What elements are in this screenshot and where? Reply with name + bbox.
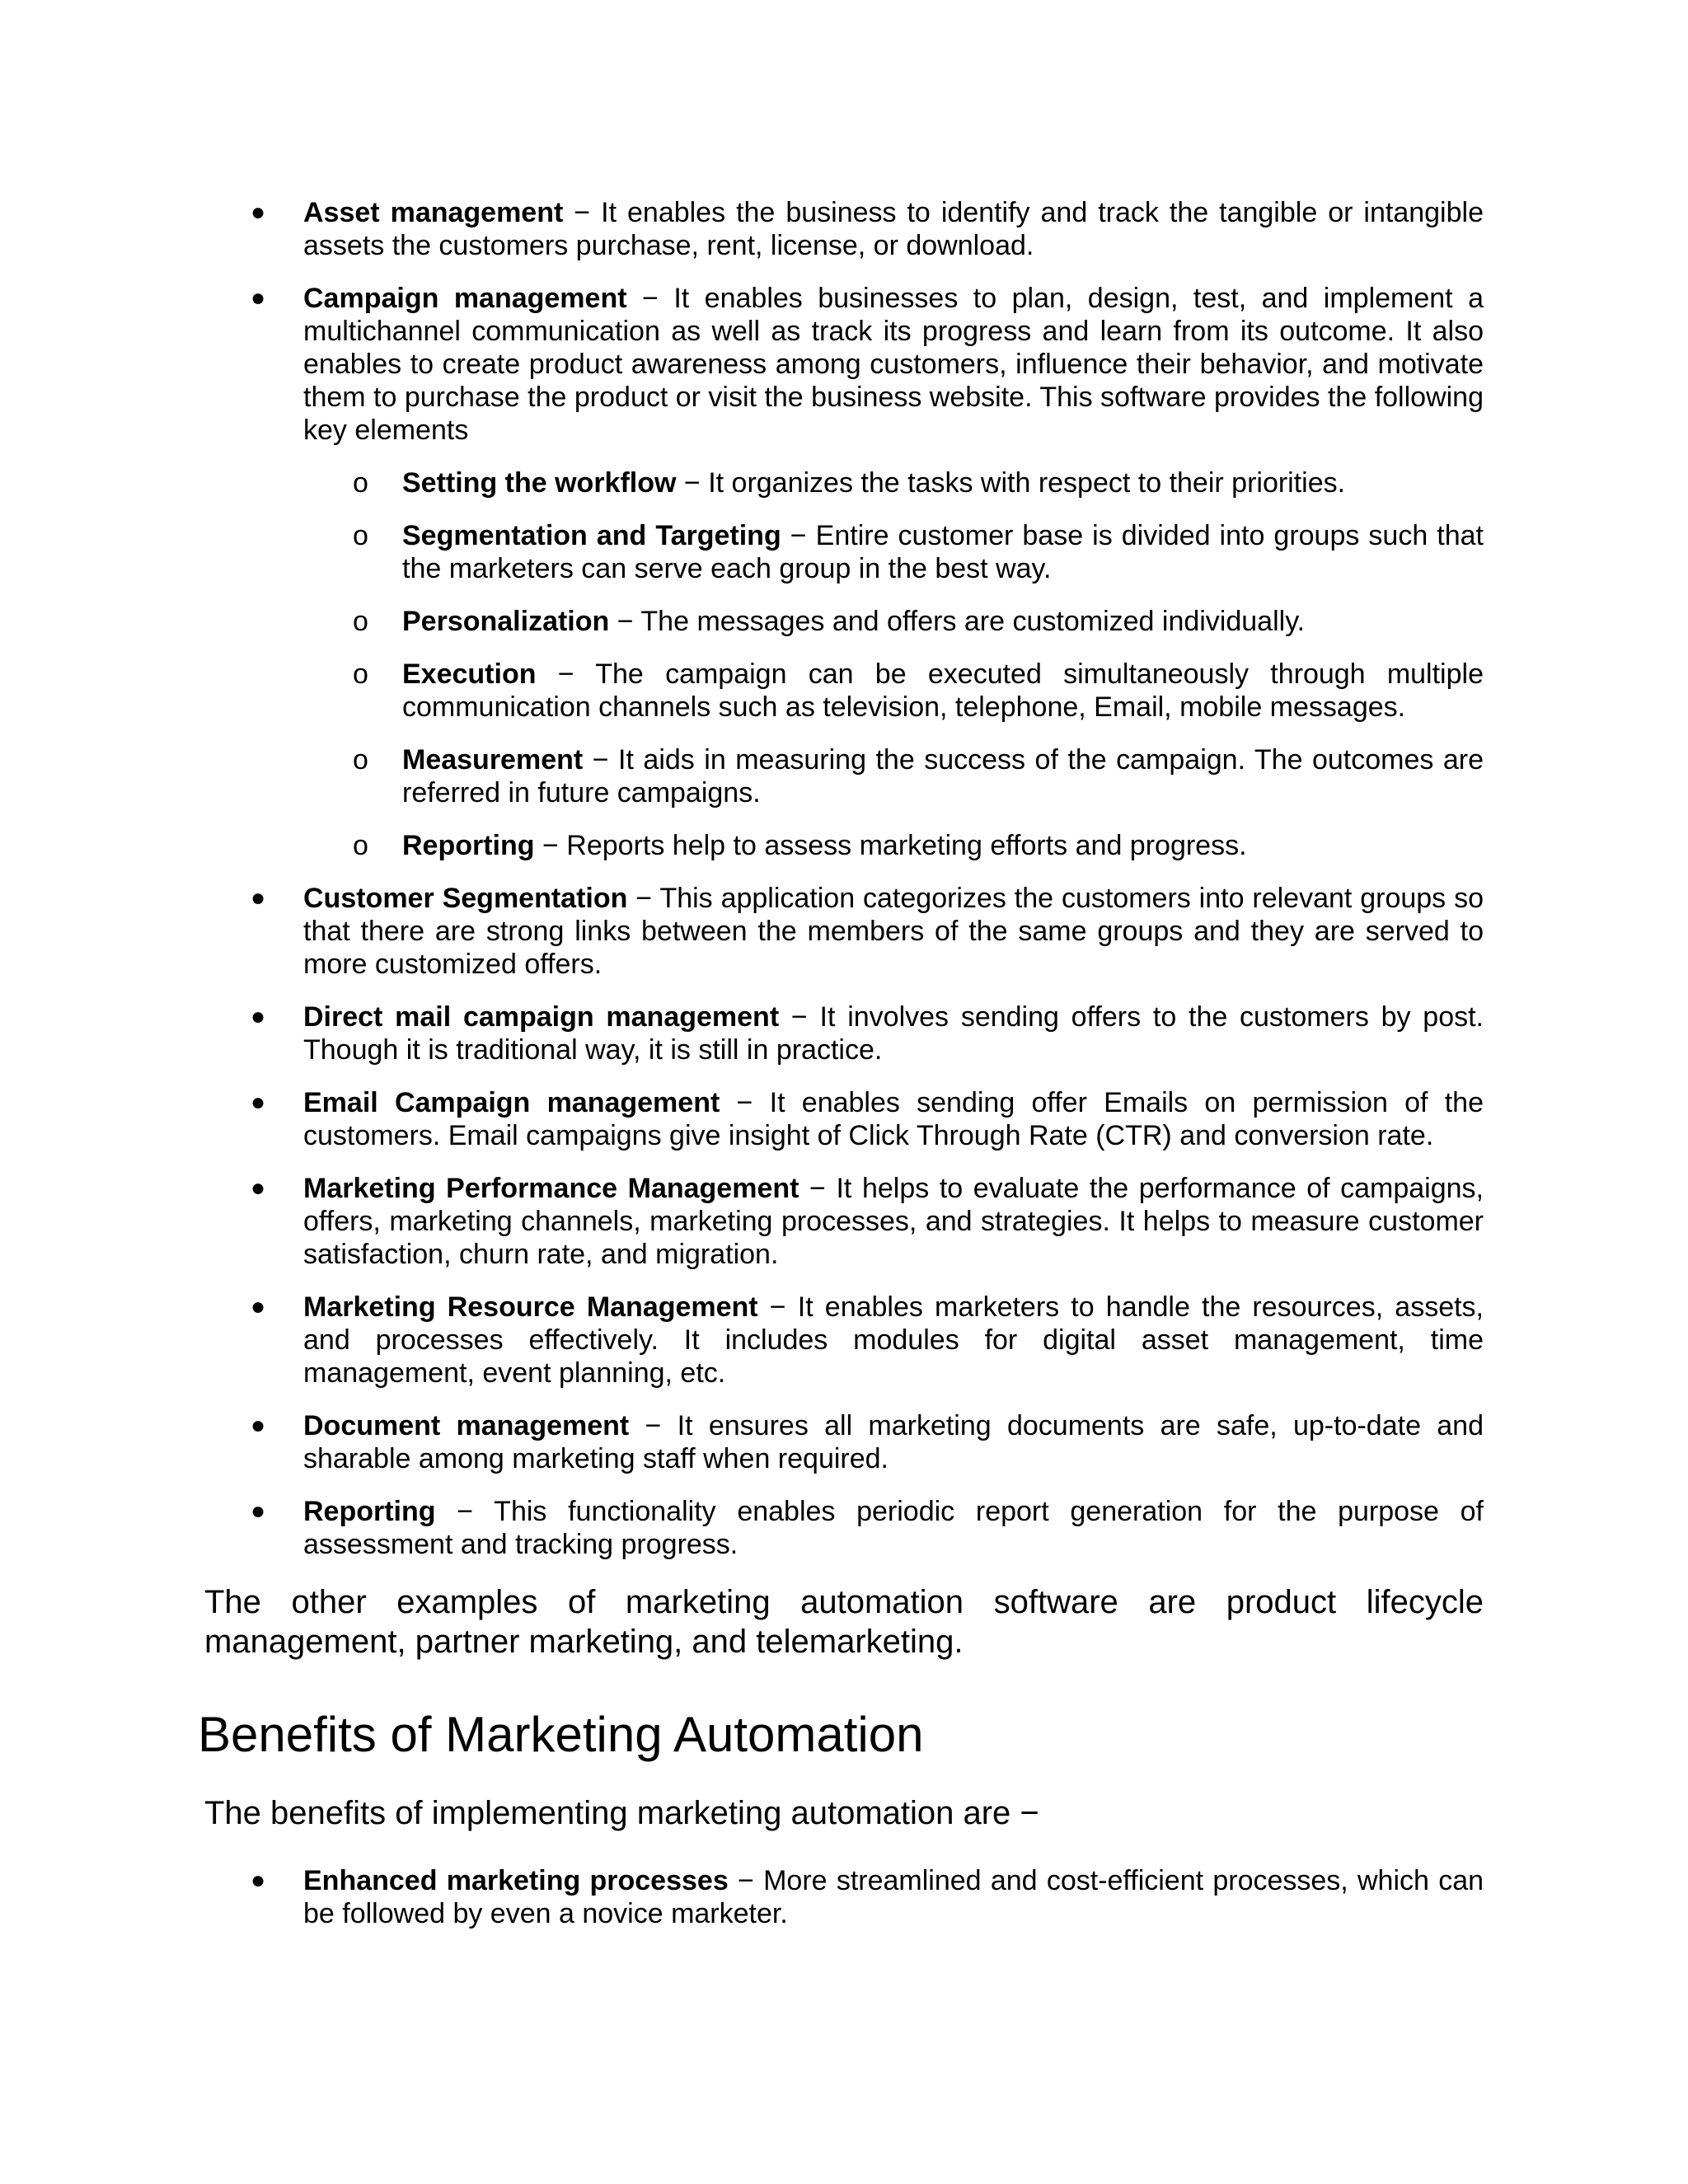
item-text: − It enables the business to identify and track the tangible or intangible assets the customers purchase, rent, license, or download. xyxy=(303,197,1484,261)
item-term: Marketing Resource Management xyxy=(303,1291,758,1323)
item-term: Document management xyxy=(303,1410,630,1441)
sub-item-text: − Entire customer base is divided into groups such that the marketers can serve each group in the best way. xyxy=(402,520,1484,584)
sub-item-term: Personalization xyxy=(402,606,610,637)
sub-item-text: − The campaign can be executed simultaneously through multiple communication channels such as television, telephone, Email, mobile messages. xyxy=(402,658,1484,723)
item-text: − It involves sending offers to the customers by post. Though it is traditional way, it is still in practice. xyxy=(303,1001,1484,1066)
item-term: Reporting xyxy=(303,1496,436,1527)
list-item-campaign-management xyxy=(247,282,1484,862)
list-item-direct-mail xyxy=(247,1001,1484,1066)
sub-item-segmentation-targeting xyxy=(303,519,1484,585)
bullet-icon: ● xyxy=(251,199,266,226)
feature-list xyxy=(247,196,1484,1561)
list-item-email-campaign xyxy=(247,1086,1484,1152)
sub-bullet-icon: o xyxy=(353,520,368,551)
bullet-icon: ● xyxy=(251,1412,266,1439)
bullet-icon: ● xyxy=(251,1293,266,1320)
list-item-enhanced-processes xyxy=(247,1864,1484,1930)
sub-bullet-icon: o xyxy=(353,744,368,776)
sub-item-term: Measurement xyxy=(402,744,584,776)
item-term: Customer Segmentation xyxy=(303,883,628,914)
campaign-elements-list xyxy=(303,466,1484,862)
bullet-icon: ● xyxy=(251,1003,266,1030)
sub-item-reporting xyxy=(303,829,1484,862)
item-text: − This functionality enables periodic report generation for the purpose of assessment and tracking progress. xyxy=(303,1496,1484,1560)
item-term: Direct mail campaign management xyxy=(303,1001,780,1033)
list-item-document-management xyxy=(247,1409,1484,1475)
list-item-reporting xyxy=(247,1495,1484,1561)
sub-item-measurement xyxy=(303,743,1484,809)
bullet-icon: ● xyxy=(251,1089,266,1116)
section-heading: Benefits of Marketing Automation xyxy=(198,1707,924,1762)
item-term: Campaign management xyxy=(303,283,627,314)
sub-item-setting-workflow xyxy=(303,466,1484,499)
sub-bullet-icon: o xyxy=(353,467,368,499)
list-item-asset-management xyxy=(247,196,1484,262)
bullet-icon: ● xyxy=(251,1867,266,1894)
sub-bullet-icon: o xyxy=(353,658,368,690)
item-text: − It enables sending offer Emails on permission of the customers. Email campaigns give insight of Click Through Rate (CTR) and conversion rate. xyxy=(303,1087,1484,1151)
benefits-intro: The benefits of implementing marketing automation are − xyxy=(204,1795,1039,1831)
bullet-icon: ● xyxy=(251,1497,266,1525)
sub-item-term: Execution xyxy=(402,658,537,690)
item-text: − It enables businesses to plan, design, test, and implement a multichannel communication as well as track its progress and learn from its outcome. It also enables to create product awareness among customers, influence their behavior, and motivate them to purchase the product or visit the business website. This software provides the following key elements xyxy=(303,283,1484,446)
item-text: − This application categorizes the customers into relevant groups so that there are strong links between the members of the same groups and they are served to more customized offers. xyxy=(303,883,1484,980)
bullet-icon: ● xyxy=(251,1174,266,1202)
sub-item-text: − It organizes the tasks with respect to their priorities. xyxy=(676,467,1346,499)
sub-bullet-icon: o xyxy=(353,830,368,861)
item-text: − It helps to evaluate the performance of campaigns, offers, marketing channels, marketing processes, and strategies. It helps to measure customer satisfaction, churn rate, and migration. xyxy=(303,1173,1484,1270)
other-examples-paragraph: The other examples of marketing automation software are product lifecycle management, partner marketing, and telemarketing. xyxy=(204,1584,1484,1660)
sub-item-term: Reporting xyxy=(402,830,535,861)
sub-item-text: − The messages and offers are customized individually. xyxy=(609,606,1306,637)
item-term: Email Campaign management xyxy=(303,1087,720,1118)
bullet-icon: ● xyxy=(251,284,266,312)
list-item-customer-segmentation xyxy=(247,882,1484,981)
item-term: Marketing Performance Management xyxy=(303,1173,799,1204)
list-item-marketing-resource xyxy=(247,1291,1484,1390)
sub-item-execution xyxy=(303,658,1484,724)
item-term: Asset management xyxy=(303,197,564,228)
item-text: − It ensures all marketing documents are safe, up-to-date and sharable among marketing staff when required. xyxy=(303,1410,1484,1474)
item-text: − It enables marketers to handle the resources, assets, and processes effectively. It includes modules for digital asset management, time management, event planning, etc. xyxy=(303,1291,1484,1389)
benefits-list xyxy=(247,1864,1484,1930)
item-text: − More streamlined and cost-efficient processes, which can be followed by even a novice marketer. xyxy=(303,1865,1484,1929)
sub-item-text: − It aids in measuring the success of the campaign. The outcomes are referred in future campaigns. xyxy=(402,744,1484,808)
sub-item-term: Segmentation and Targeting xyxy=(402,520,781,551)
sub-item-text: − Reports help to assess marketing efforts and progress. xyxy=(534,830,1247,861)
sub-bullet-icon: o xyxy=(353,606,368,637)
item-term: Enhanced marketing processes xyxy=(303,1865,729,1896)
list-item-marketing-performance xyxy=(247,1172,1484,1271)
bullet-icon: ● xyxy=(251,884,266,912)
sub-item-term: Setting the workflow xyxy=(402,467,677,499)
sub-item-personalization xyxy=(303,605,1484,638)
